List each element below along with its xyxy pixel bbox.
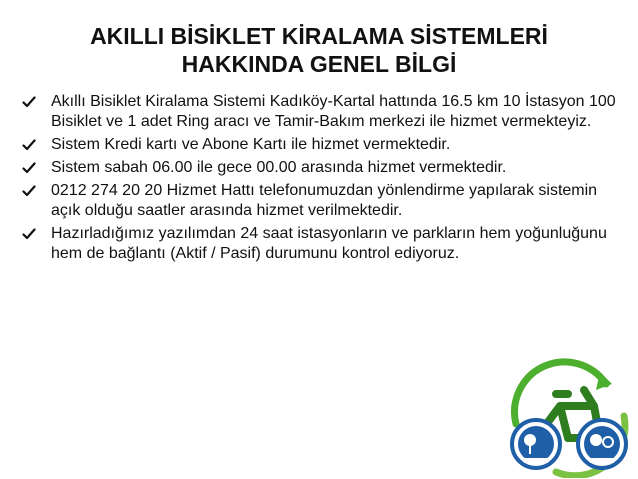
checkmark-icon (22, 161, 36, 175)
bullet-item (18, 135, 618, 155)
slide-title-line-1: AKILLI BİSİKLET KİRALAMA SİSTEMLERİ (90, 23, 548, 49)
checkmark-icon (22, 227, 36, 241)
bullet-text: Sistem Kredi kartı ve Abone Kartı ile hizmet vermektedir. (51, 136, 451, 153)
checkmark-icon (22, 138, 36, 152)
bullet-text: Akıllı Bisiklet Kiralama Sistemi Kadıköy-Kartal hattında 16.5 km 10 İstasyon 100 Bisiklet ve 1 adet Ring aracı ve Tamir-Bakım merkezi ile hizmet vermekteyiz. (51, 93, 616, 130)
bullet-item (18, 181, 618, 221)
slide-title-line-2: HAKKINDA GENEL BİLGİ (181, 51, 457, 77)
bicycle-logo-icon (496, 354, 636, 478)
checkmark-icon (22, 95, 36, 109)
bullet-text: Hazırladığımız yazılımdan 24 saat istasyonların ve parkların hem yoğunluğunu hem de bağlantı (Aktif / Pasif) durumunu kontrol ediyoruz. (51, 225, 607, 262)
bullet-text: Sistem sabah 06.00 ile gece 00.00 arasında hizmet vermektedir. (51, 159, 507, 176)
bullet-item (18, 92, 618, 132)
checkmark-icon (22, 184, 36, 198)
bullet-item (18, 158, 618, 178)
bullet-text: 0212 274 20 20 Hizmet Hattı telefonumuzdan yönlendirme yapılarak sistemin açık olduğu saatler arasında hizmet verilmektedir. (51, 182, 598, 219)
bullet-item (18, 224, 618, 264)
bullet-list (18, 92, 618, 267)
slide-title (20, 22, 618, 78)
